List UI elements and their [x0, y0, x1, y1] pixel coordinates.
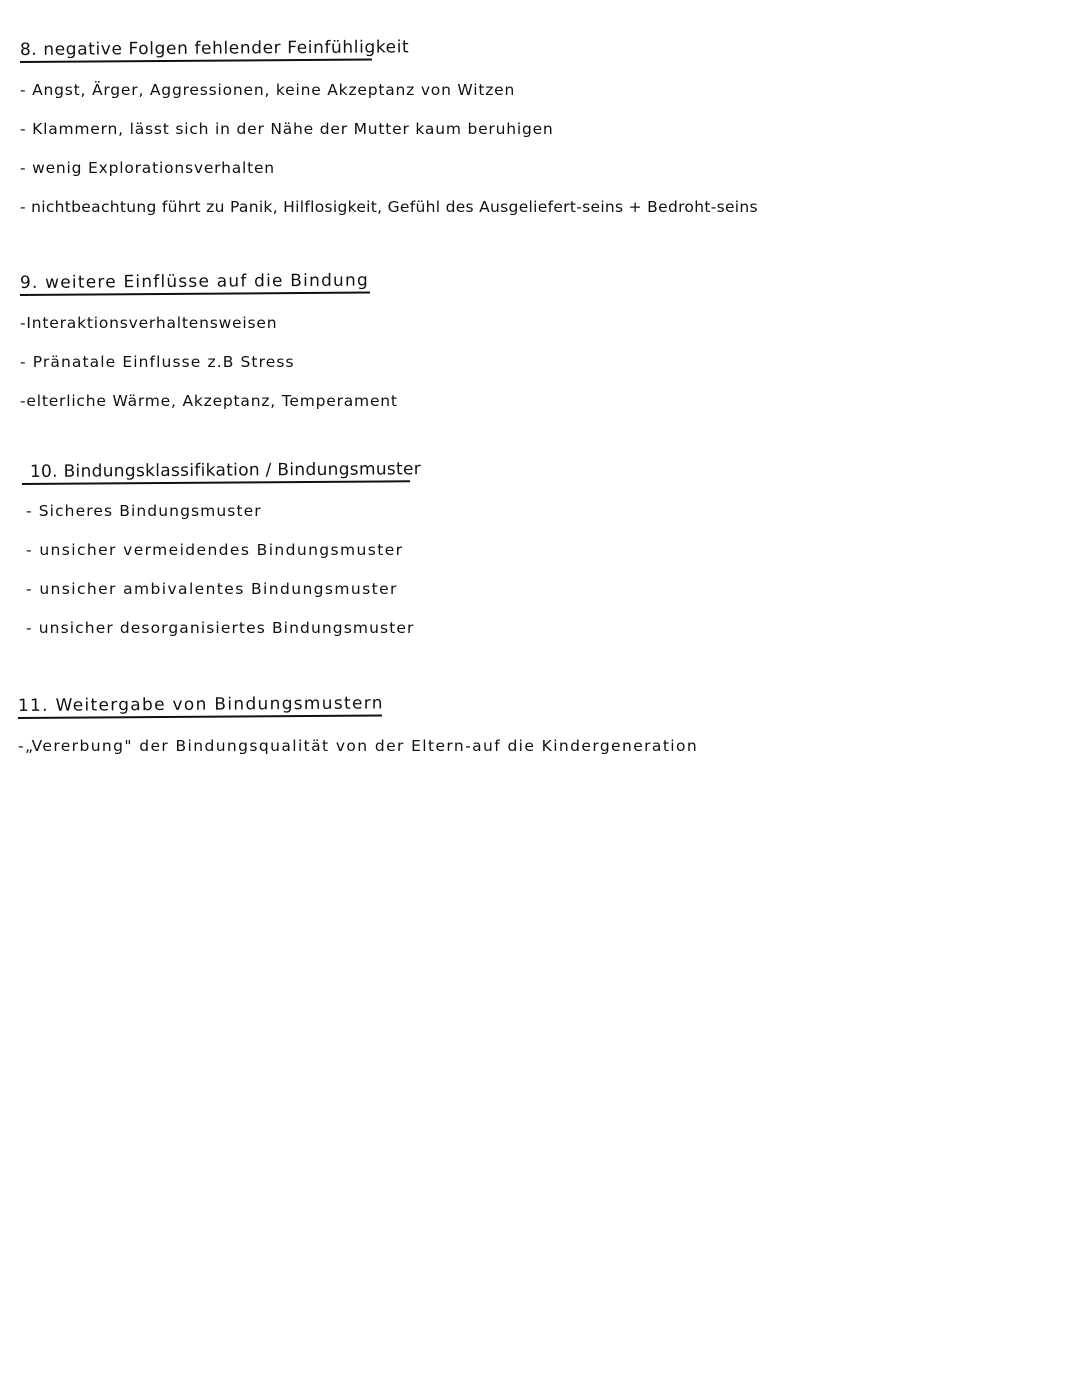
- list-item: - wenig Explorationsverhalten: [20, 159, 275, 177]
- list-item: - unsicher vermeidendes Bindungsmuster: [26, 541, 404, 559]
- list-item: - Klammern, lässt sich in der Nähe der Mutter kaum beruhigen: [20, 120, 554, 138]
- list-item: - nichtbeachtung führt zu Panik, Hilflosigkeit, Gefühl des Ausgeliefert-seins + Bedroht-seins: [20, 198, 758, 216]
- section-heading: 10. Bindungsklassifikation / Bindungsmuster: [22, 459, 410, 485]
- list-item: - Angst, Ärger, Aggressionen, keine Akzeptanz von Witzen: [20, 81, 516, 99]
- list-item: - Pränatale Einflusse z.B Stress: [20, 353, 295, 371]
- list-item: - unsicher desorganisiertes Bindungsmuster: [26, 619, 415, 637]
- section-heading: 11. Weitergabe von Bindungsmustern: [18, 693, 382, 719]
- list-item: -„Vererbung" der Bindungsqualität von der Eltern-auf die Kindergeneration: [18, 737, 699, 755]
- list-item: -Interaktionsverhaltensweisen: [20, 314, 278, 332]
- section-heading: 9. weitere Einflüsse auf die Bindung: [20, 271, 370, 296]
- list-item: - Sicheres Bindungsmuster: [26, 502, 262, 520]
- section-heading: 8. negative Folgen fehlender Feinfühligkeit: [20, 38, 372, 63]
- list-item: -elterliche Wärme, Akzeptanz, Temperament: [20, 392, 398, 410]
- list-item: - unsicher ambivalentes Bindungsmuster: [26, 580, 398, 598]
